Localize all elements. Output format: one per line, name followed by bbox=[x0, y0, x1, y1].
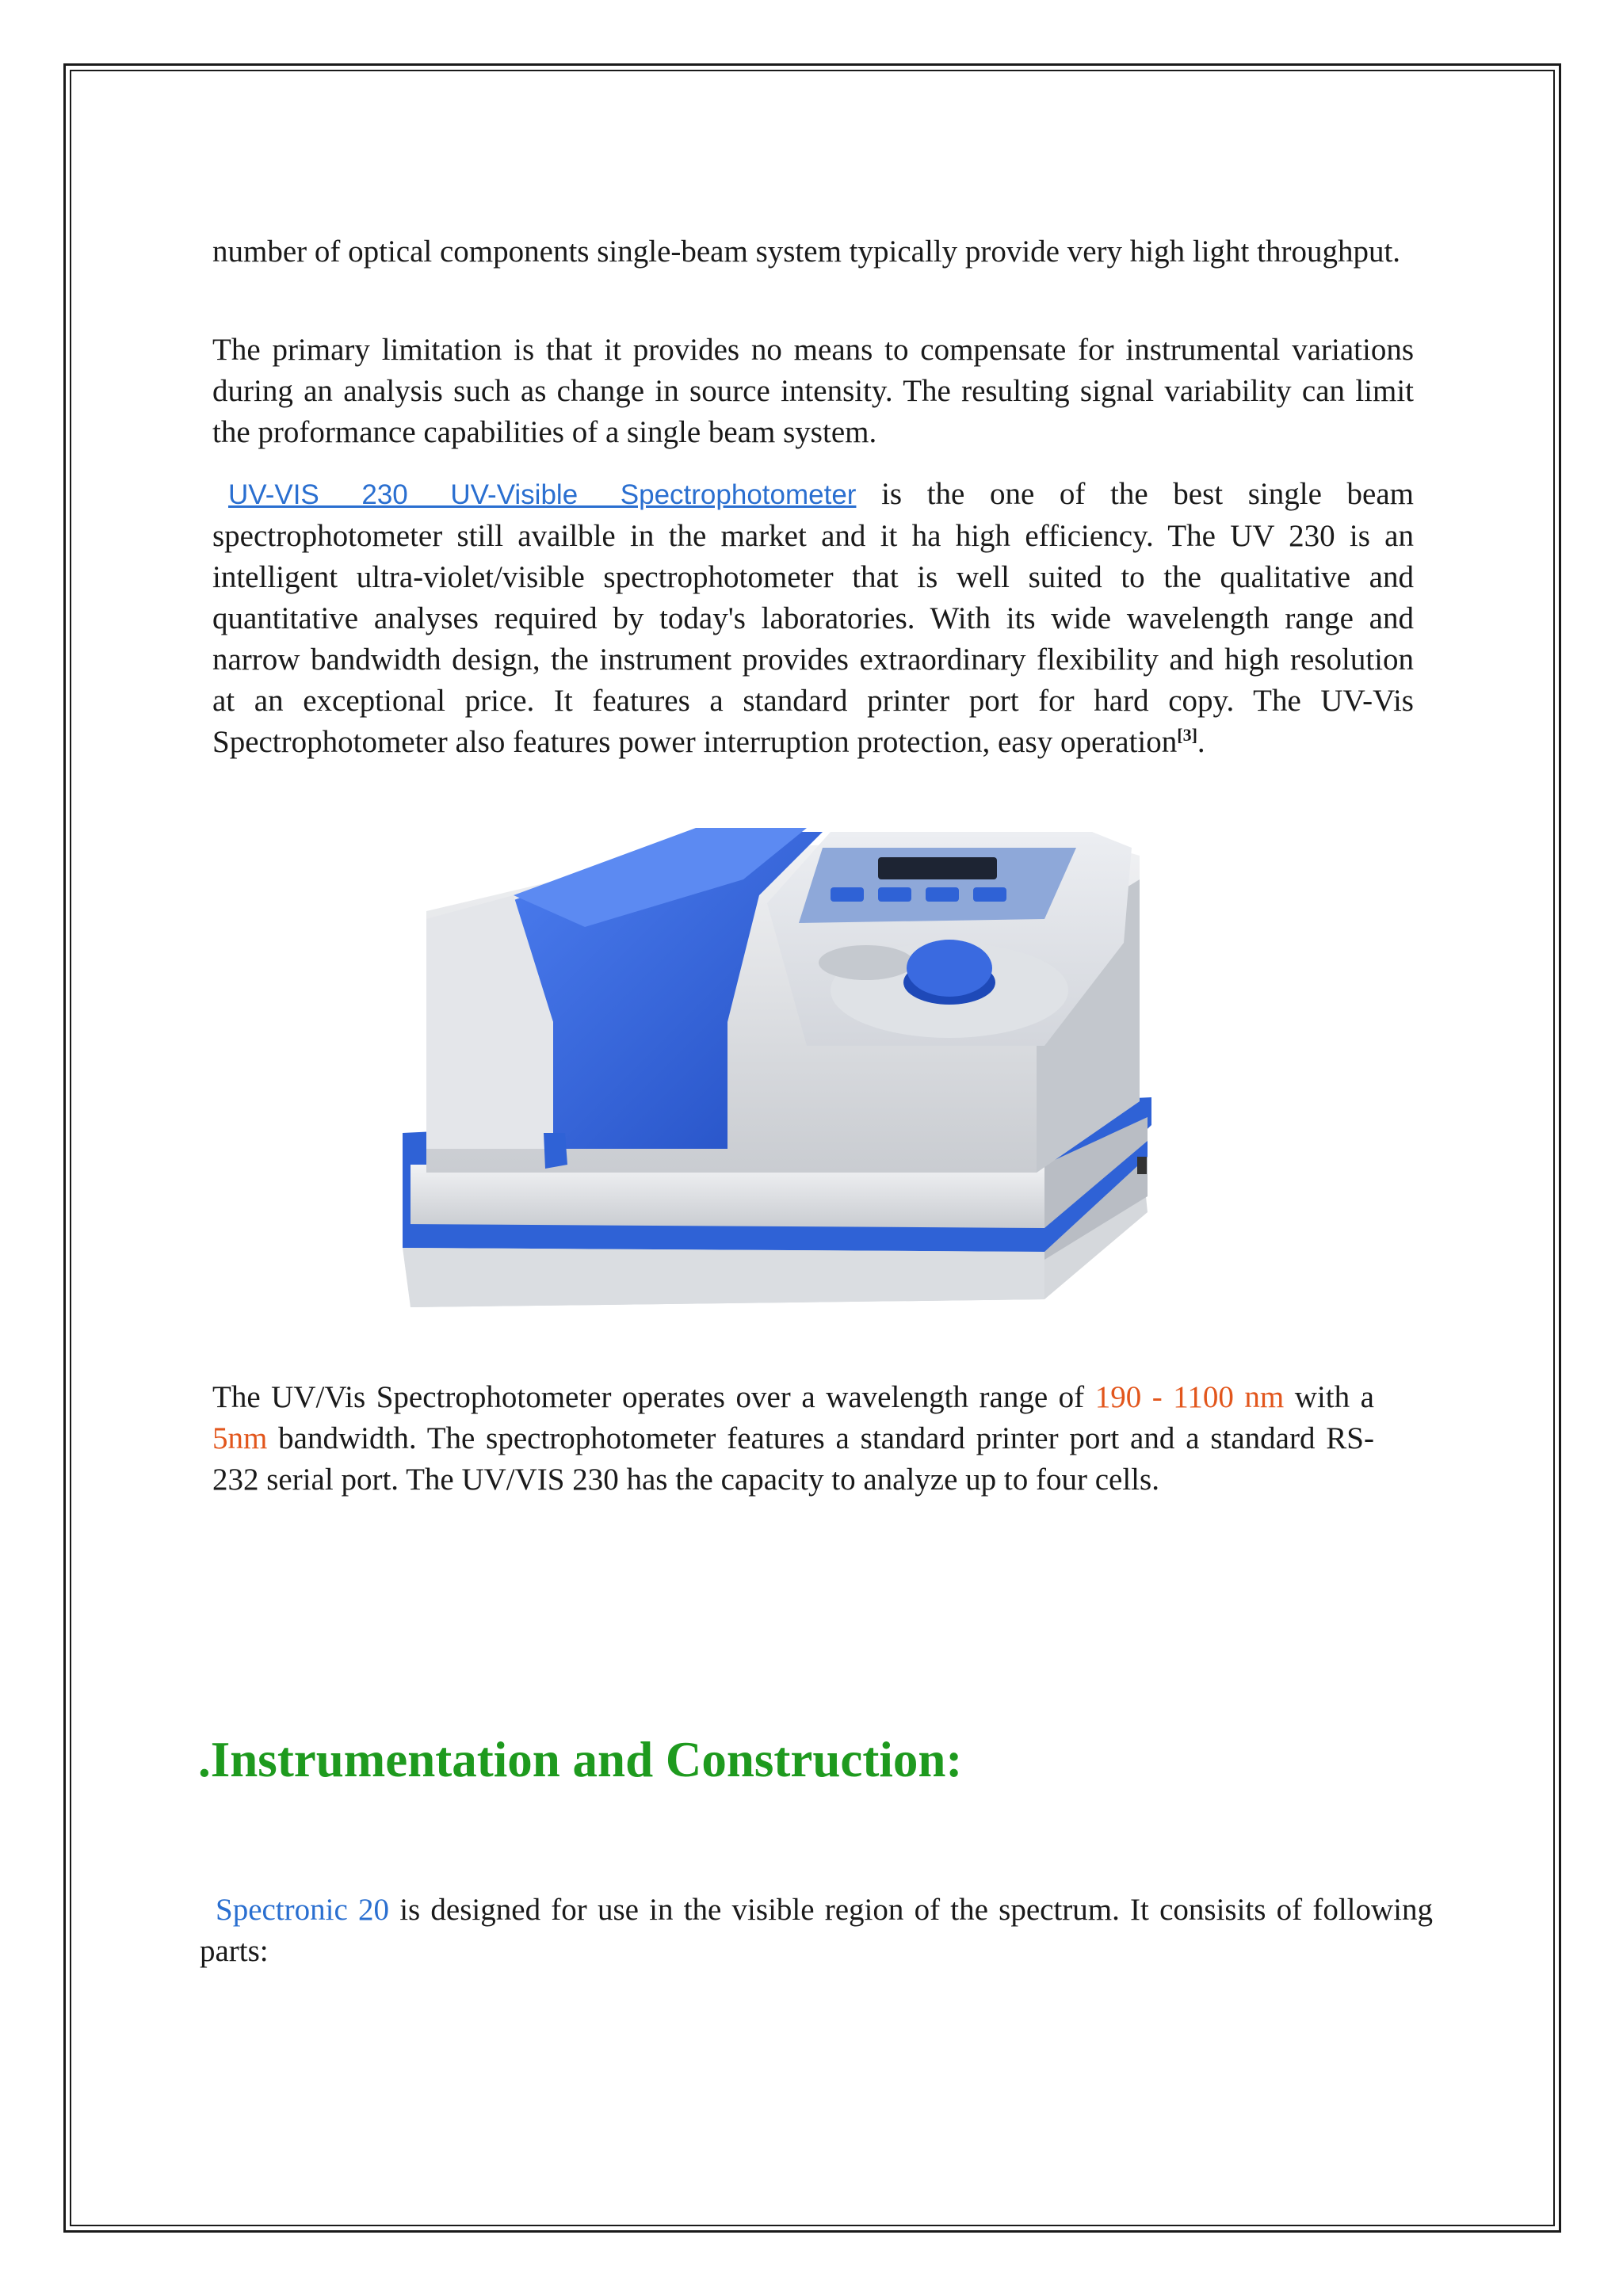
sentence-end: . bbox=[1197, 725, 1205, 759]
paragraph-wavelength bbox=[212, 1377, 1374, 1501]
bandwidth-value: 5nm bbox=[212, 1421, 268, 1455]
spectronic-20-description: is designed for use in the visible region of the spectrum. It consisits of following parts: bbox=[200, 1893, 1434, 1968]
citation-ref: [3] bbox=[1177, 725, 1197, 745]
uv-vis-230-link[interactable]: UV-VIS 230 UV-Visible Spectrophotometer bbox=[228, 479, 857, 510]
paragraph-limitation bbox=[212, 330, 1414, 453]
wavelength-mid: with a bbox=[1284, 1380, 1374, 1414]
paragraph-spectronic-20 bbox=[200, 1890, 1433, 1972]
wavelength-range: 190 - 1100 nm bbox=[1094, 1380, 1285, 1414]
wavelength-intro: The UV/Vis Spectrophotometer operates over a wavelength range of bbox=[212, 1380, 1095, 1414]
paragraph-throughput-text: number of optical components single-beam system typically provide very high light throughput. bbox=[212, 235, 1401, 269]
uv-vis-230-description: is the one of the best single beam spectrophotometer still availble in the market and it ha high efficiency. The UV 230 is an intelligent ultra-violet/visible spectrophotometer that is well suited to the qualitative and quantitative analyses required by today's laboratories. With its wide wavelength range and narrow bandwidth design, the instrument provides extraordinary flexibility and high resolution at an exceptional price. It features a standard printer port for hard copy. The UV-Vis Spectrophotometer also features power interruption protection, easy operation bbox=[212, 477, 1414, 759]
paragraph-throughput bbox=[212, 231, 1414, 273]
spectronic-20-label: Spectronic 20 bbox=[216, 1893, 389, 1927]
paragraph-uv-vis-230 bbox=[212, 474, 1414, 763]
wavelength-rest: bandwidth. The spectrophotometer features a standard printer port and a standard RS- 232 serial port. The UV/VIS 230 has the capacity to analyze up to four cells. bbox=[212, 1421, 1374, 1497]
spectrophotometer-image bbox=[252, 784, 1211, 1355]
section-heading: .Instrumentation and Construction: bbox=[198, 1732, 963, 1787]
paragraph-wavelength-text bbox=[212, 1377, 1374, 1501]
paragraph-limitation-text: The primary limitation is that it provides no means to compensate for instrumental variations during an analysis such as change in source intensity. The resulting signal variability can limit the proformance capabilities of a single beam system. bbox=[212, 333, 1414, 449]
paragraph-spectronic-20-text bbox=[200, 1890, 1433, 1972]
paragraph-uv-vis-230-text bbox=[212, 474, 1414, 763]
